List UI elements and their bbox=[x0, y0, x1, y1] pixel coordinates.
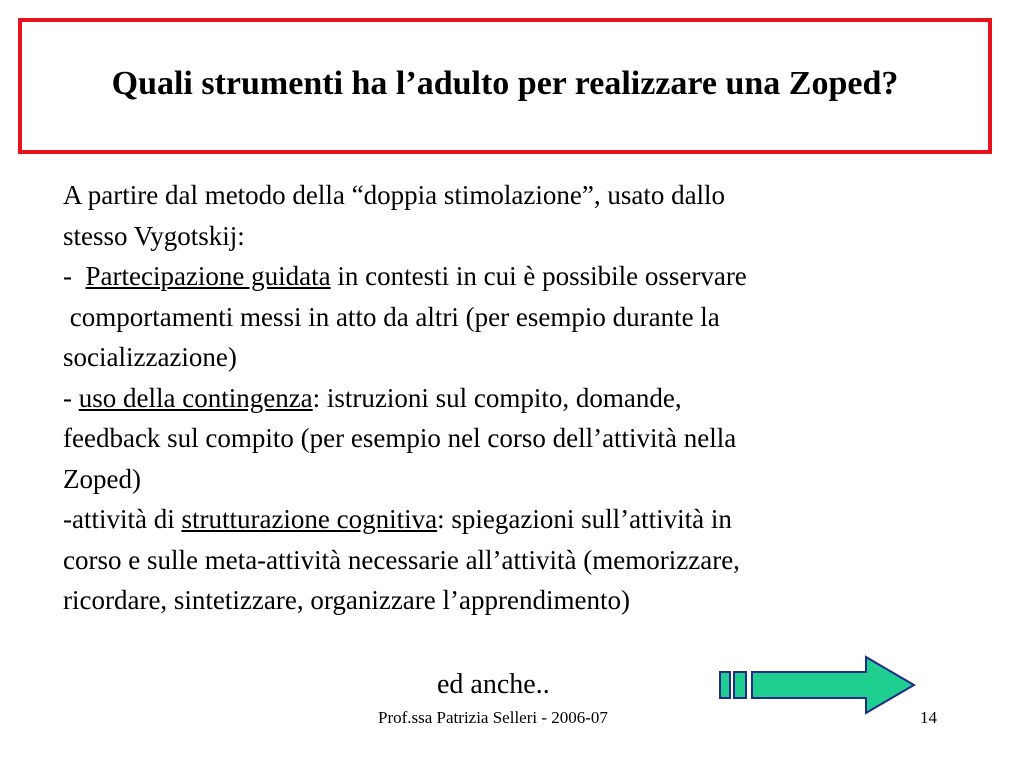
body-line bbox=[63, 297, 963, 338]
body-text: socializzazione) bbox=[63, 342, 237, 372]
arrow-stripe-2 bbox=[734, 672, 746, 698]
body-line bbox=[63, 580, 963, 621]
arrow-stripe-1 bbox=[720, 672, 730, 698]
footer-author: Prof.ssa Patrizia Selleri - 2006-07 bbox=[378, 708, 608, 727]
arrow-body bbox=[752, 657, 914, 713]
body-line bbox=[63, 540, 963, 581]
body-line bbox=[63, 216, 963, 257]
body-text: : istruzioni sul compito, domande, bbox=[312, 382, 682, 413]
body-line bbox=[63, 459, 963, 500]
slide-title: Quali strumenti ha l’adulto per realizzare una Zoped? bbox=[111, 65, 899, 102]
title-frame bbox=[18, 18, 992, 154]
body-line bbox=[63, 418, 963, 459]
body-text: feedback sul compito (per esempio nel corso dell’attività nella bbox=[63, 423, 737, 453]
body-text: ricordare, sintetizzare, organizzare l’apprendimento) bbox=[63, 585, 630, 615]
body-text: - bbox=[63, 261, 86, 291]
body-text: Zoped) bbox=[63, 463, 141, 494]
underlined-term: Partecipazione guidata bbox=[85, 261, 331, 291]
body-text: stesso Vygotskij: bbox=[63, 220, 245, 251]
slide-body bbox=[63, 175, 963, 621]
body-line bbox=[63, 175, 963, 216]
body-text: : spiegazioni sull’attività in bbox=[437, 504, 732, 534]
body-line bbox=[63, 256, 963, 297]
underlined-term: strutturazione cognitiva bbox=[181, 504, 438, 534]
body-text: in contesti in cui è possibile osservare bbox=[330, 261, 747, 291]
body-text: comportamenti messi in atto da altri (per esempio durante la bbox=[63, 301, 720, 332]
body-line bbox=[63, 378, 963, 419]
next-caption: ed anche.. bbox=[437, 669, 550, 700]
body-text: A partire dal metodo della “doppia stimolazione”, usato dallo bbox=[63, 180, 726, 210]
right-arrow-icon[interactable] bbox=[714, 654, 920, 716]
body-text: corso e sulle meta-attività necessarie all’attività (memorizzare, bbox=[63, 544, 740, 575]
body-text: -attività di bbox=[63, 504, 182, 534]
body-line bbox=[63, 337, 963, 378]
body-line bbox=[63, 499, 963, 540]
body-text: - bbox=[63, 382, 79, 413]
page-number: 14 bbox=[920, 708, 937, 727]
underlined-term: uso della contingenza bbox=[78, 382, 313, 413]
